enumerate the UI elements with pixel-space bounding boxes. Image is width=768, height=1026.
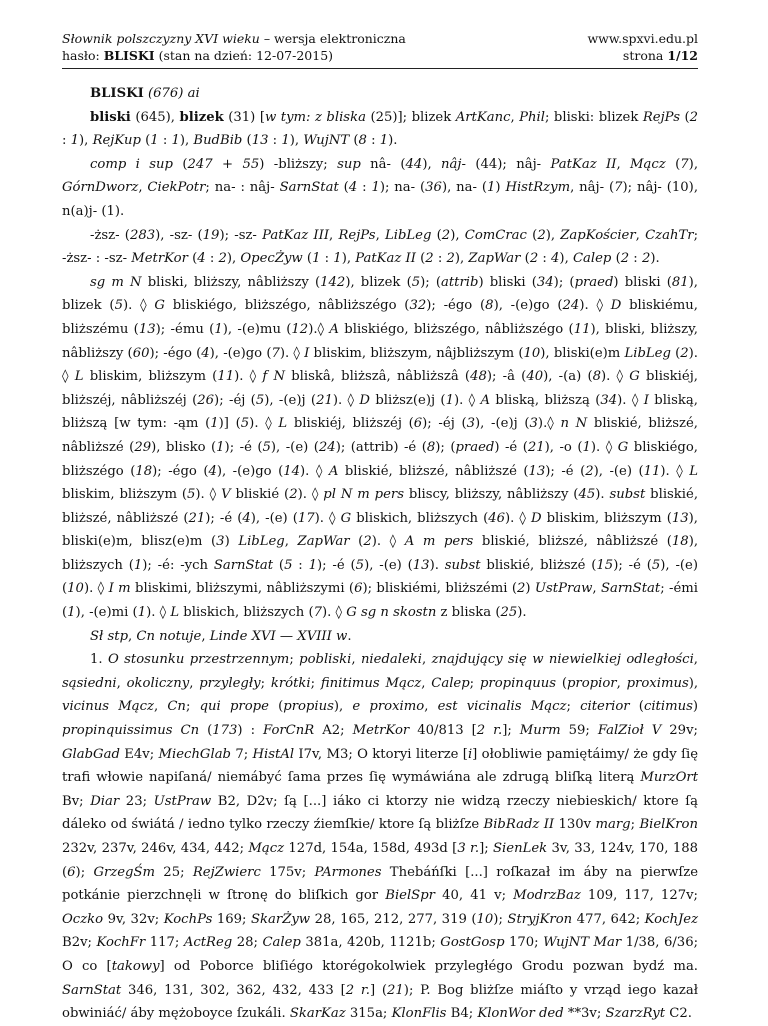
page-indicator [587,47,698,64]
entry-sense-1: 1. O stosunku przestrzennym; pobliski, niedaleki, znajdujący się w niewielkiej odległości, sąsiedni, okoliczny, przyległy; krótki; finitimus Mącz, Calep; propinquus (propior, proximus), vicinus Mącz, Cn; qui prope (propius), e proximo, est vicinalis Mącz; citerior (citimus) propinquissimus Cn (173) : ForCnR A2; MetrKor 40/813 [2 r.]; Murm 59; FalZioł V 29v; GlabGad E4v; MiechGlab 7; HistAl I7v, M3; O ktoryi literze [i] ołobliwie pamiętáimy/ że gdy ſię trafi włowie napiſaná/ niemábyć ſama przes ſię wymáwiána ale zdrugą bliſką literą MurzOrt Bv; Diar 23; UstPraw B2, D2v; ſą [...] iáko ci ktorzy nie widzą rzeczy niebieskich/ ktore ſą dáleko od świátá / iedno tylko rzeczy źiemſkie/ ktore ſą bliżſze BibRadz II 130v marg; BielKron 232v, 237v, 246v, 434, 442; Mącz 127d, 154a, 158d, 493d [3 r.]; SienLek 3v, 33, 124v, 170, 188 (6); GrzegŚm 25; RejZwierc 175v; PArmones Thebáńſki [...] roſkazał im áby na pierwſze potkánie pierzchnęli w ſtronę do bliſkich gor BielSpr 40, 41 v; ModrzBaz 109, 117, 127v; Oczko 9v, 32v; KochPs 169; SkarŻyw 28, 165, 212, 277, 319 (10); StryjKron 477, 642; KochJez B2v; KochFr 117; ActReg 28; Calep 381a, 420b, 1121b; GostGosp 170; WujNT Mar 1/38, 6/36; O co [takowy] od Poborce bliſiégo ktorégokolwiek przyległégo Grodu pozwan bydź ma. SarnStat 346, 131, 302, 362, 432, 433 [2 r.] (21); P. Bog bliżſze miáſto y vrząd iego kazał obwiniáć/ áby mężoboyce ſzukáli. SkarKaz 315a; KlonFlis B4; KlonWor ded **3v; SzarzRyt C2. [62,652,699,1022]
entry-inflection: sg m N bliski, bliższy, nâbliższy (142), blizek (5); (attrib) bliski (34); (praed) bliski (81), blizek (5). ◊ G bliskiégo, bliższégo, nâbliższégo (32); -égo (8), -(e)go (24). ◊ D bliskiému, bliższému (13); -ému (1), -(e)mu (12).◊ A bliskiégo, bliższégo, nâbliższégo (11), bliski, bliższy, nâbliższy (60); -égo (4), -(e)go (7). ◊ I bliskim, bliższym, nâjbliższym (10), bliski(e)m LibLeg (2). ◊ L bliskim, bliższym (11). ◊ f N bliskâ, bliższâ, nâbliższâ (48); -â (40), -(a) (8). ◊ G bliskiéj, bliższéj, nâbliższéj (26); -éj (5), -(e)j (21). ◊ D bliższ(e)j (1). ◊ A bliską, bliższą (34). ◊ I bliską, bliższą [w tym: -ąm (1)] (5). ◊ L bliskiéj, bliższéj (6); -éj (3), -(e)j (3).◊ n N bliskié, bliższé, nâbliższé (29), blisko (1); -é (5), -(e) (24); (attrib) -é (8); (praed) -é (21), -o (1). ◊ G bliskiégo, bliższégo (18); -égo (4), -(e)go (14). ◊ A bliskié, bliższé, nâbliższé (13); -é (2), -(e) (11). ◊ L bliskim, bliższym (5). ◊ V bliskié (2). ◊ pl N m pers bliscy, bliższy, nâbliższy (45). subst bliskié, bliższé, nâbliższé (21); -é (4), -(e) (17). ◊ G bliskich, bliższych (46). ◊ D bliskim, bliższym (13), bliski(e)m, blisz(e)m (3) LibLeg, ZapWar (2). ◊ A m pers bliskié, bliższé, nâbliższé (18), bliższych (1); -é: -ych SarnStat (5 : 1); -é (5), -(e) (13). subst bliskié, bliższé (15); -é (5), -(e) (10). ◊ I m bliskimi, bliższymi, nâbliższymi (6); bliskiémi, bliższémi (2) UstPraw, SarnStat; -émi (1), -(e)mi (1). ◊ L bliskich, bliższych (7). ◊ G sg n skostn z bliska (25). [62,274,699,621]
entry-variants: bliski (645), blizek (31) [w tym: z bliska (25)]; blizek ArtKanc, Phil; bliski: blizek RejPs (2 : 1), RejKup (1 : 1), BudBib (13 : 1), WujNT (8 : 1). [62,109,699,149]
entry-status: (stan na dzień: 12-07-2015) [154,48,334,63]
dictionary-title: Słownik polszczyzny XVI wieku [62,31,260,46]
entry-sources: Sł stp, Cn notuje, Linde XVI — XVIII w. [90,628,352,644]
header-right [587,30,698,64]
entry-comparison: comp i sup (247 + 55) -bliższy; sup nâ- (44), nâj- (44); nâj- PatKaz II, Mącz (7), GórnDworz, CiekPotr; na- : nâj- SarnStat (4 : 1); na- (36), na- (1) HistRzym, nâj- (7); nâj- (10), n(a)j- (1). [62,156,699,219]
entry-prefix: hasło: [62,48,104,63]
site-url[interactable]: www.spxvi.edu.pl [587,31,698,46]
header-divider [62,68,698,69]
header-left [62,30,406,64]
entry-headline: BLISKI (676) ai [90,86,200,101]
entry-body [62,82,698,1026]
dictionary-subtitle: – wersja elektroniczna [259,31,406,46]
entry-spelling: -ższ- (283), -sz- (19); -sz- PatKaz III, RejPs, LibLeg (2), ComCrac (2), ZapKościer, CzahTr; -ższ- : -sz- MetrKor (4 : 2), OpecŻyw (1 : 1), PatKaz II (2 : 2), ZapWar (2 : 4), Calep (2 : 2). [62,227,699,267]
header-title-line [62,30,406,47]
page-number: 1/12 [667,48,698,63]
header-entry-line [62,47,406,64]
page-prefix: strona [622,48,668,63]
entry-word: BLISKI [103,48,155,63]
